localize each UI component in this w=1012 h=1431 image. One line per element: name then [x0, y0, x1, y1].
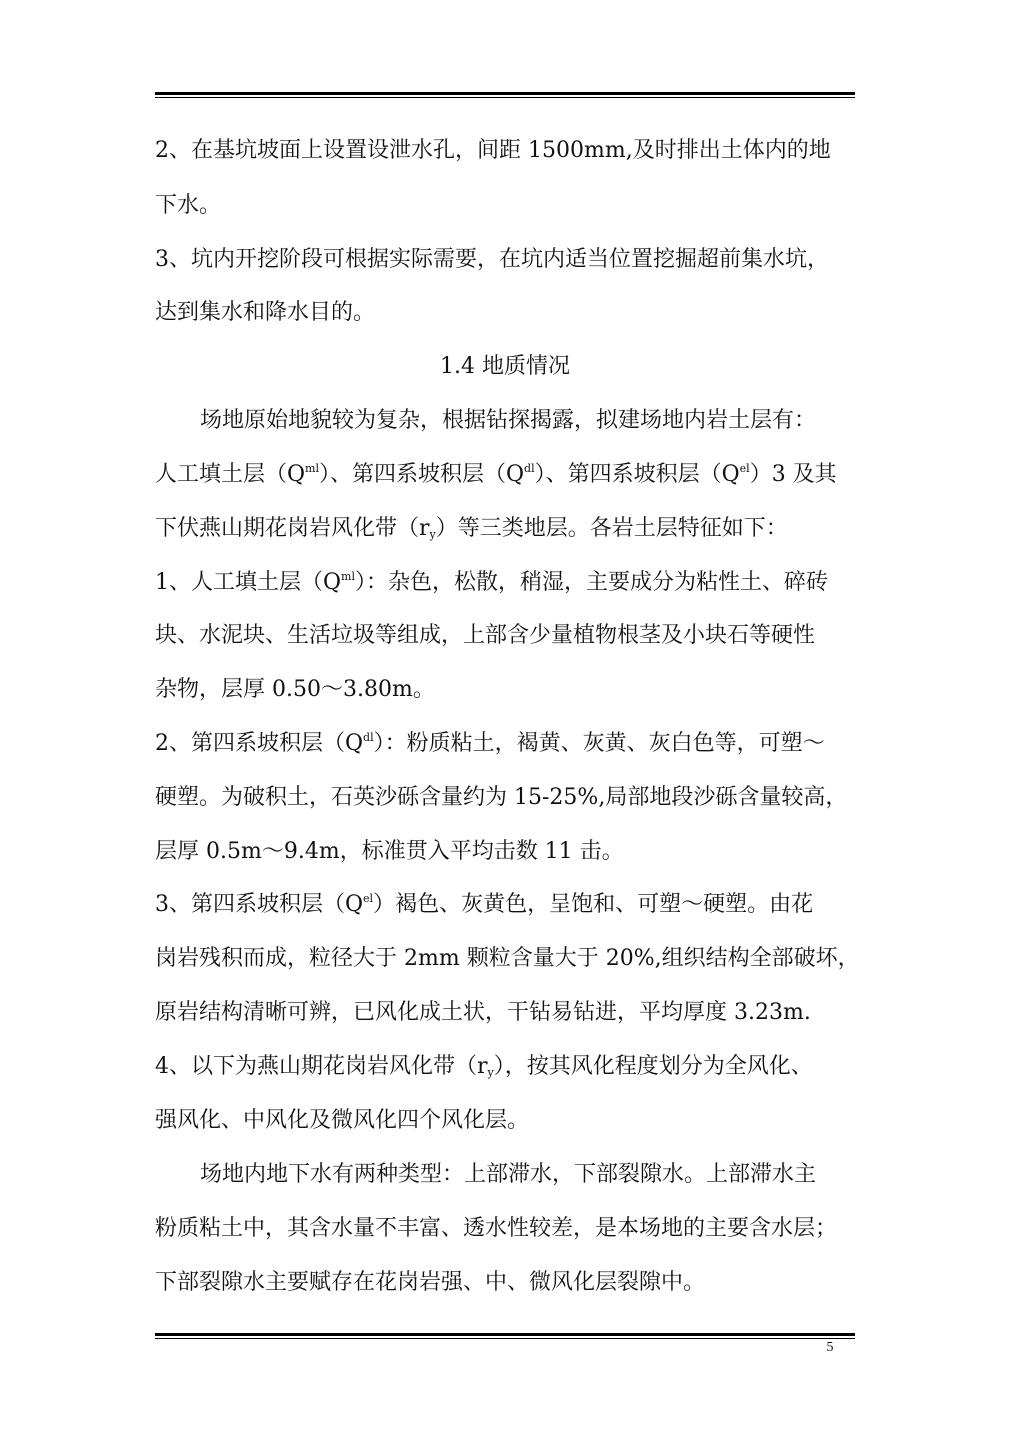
header-rule-thick	[155, 92, 855, 95]
superscript: dl	[524, 462, 535, 475]
paragraph-line: 下部裂隙水主要赋存在花岗岩强、中、微风化层裂隙中。	[155, 1270, 706, 1295]
paragraph-line: 1、人工填土层$(Q^{ml})$：杂色，松散，稍湿，主要成分为粘性土、碎砖	[155, 570, 829, 595]
superscript: dl	[363, 731, 374, 744]
text-line: 2、在基坑坡面上设置设泄水孔，间距 1500mm,及时排出土体内的地	[155, 138, 831, 163]
paragraph-line: 4、以下为燕山期花岗岩风化带$(r_y)$，按其风化程度划分为全风化、	[155, 1054, 813, 1079]
paragraph-line: 下伏燕山期花岗岩风化带$(r_y)$等三类地层。各岩土层特征如下：	[155, 516, 788, 541]
paragraph-line: 杂物，层厚 0.50～3.80m。	[155, 677, 435, 702]
subscript: y	[429, 528, 436, 541]
paragraph-line: 强风化、中风化及微风化四个风化层。	[155, 1108, 530, 1133]
paragraph-line: 层厚 0.5m～9.4m，标准贯入平均击数 11 击。	[155, 839, 624, 864]
subscript: y	[487, 1066, 494, 1079]
text-line: 达到集水和降水目的。	[155, 300, 376, 325]
text-line: 3、坑内开挖阶段可根据实际需要，在坑内适当位置挖掘超前集水坑，	[155, 247, 829, 272]
text-line: 下水。	[155, 193, 222, 218]
paragraph-line: 场地原始地貌较为复杂，根据钻探揭露，拟建场地内岩土层有：	[200, 408, 817, 433]
paragraph-line: 人工填土层$(Q^{ml})$、第四系坡积层$(Q^{dl})$、第四系坡积层$(Q^{el})3$ 及其	[155, 462, 837, 487]
paragraph-line: 岗岩残积而成，粒径大于 2mm 颗粒含量大于 20%,组织结构全部破坏，	[155, 946, 860, 971]
header-rule-thin	[155, 97, 855, 98]
paragraph-line: 块、水泥块、生活垃圾等组成，上部含少量植物根茎及小块石等硬性	[155, 623, 816, 648]
section-heading: 1.4 地质情况	[440, 354, 570, 379]
superscript: ml	[305, 462, 319, 475]
paragraph-line: 硬塑。为破积土，石英沙砾含量约为 15-25%,局部地段沙砾含量较高，	[155, 785, 848, 810]
paragraph-line: 场地内地下水有两种类型：上部滞水，下部裂隙水。上部滞水主	[200, 1162, 817, 1187]
paragraph-line: 粉质粘土中，其含水量不丰富、透水性较差，是本场地的主要含水层；	[155, 1216, 838, 1241]
footer-rule-thick	[155, 1333, 855, 1336]
paragraph-line: 3、第四系坡积层$(Q^{el})$褐色、灰黄色，呈饱和、可塑～硬塑。由花	[155, 892, 814, 917]
footer-rule-thin	[155, 1338, 855, 1339]
superscript: el	[739, 462, 750, 475]
superscript: el	[363, 892, 374, 905]
page-number: 5	[826, 1340, 834, 1355]
superscript: ml	[341, 570, 355, 583]
paragraph-line: 2、第四系坡积层$(Q^{dl})$：粉质粘土，褐黄、灰黄、灰白色等，可塑～	[155, 731, 825, 756]
paragraph-line: 原岩结构清晰可辨，已风化成土状，干钻易钻进，平均厚度 3.23m.	[155, 1000, 811, 1025]
